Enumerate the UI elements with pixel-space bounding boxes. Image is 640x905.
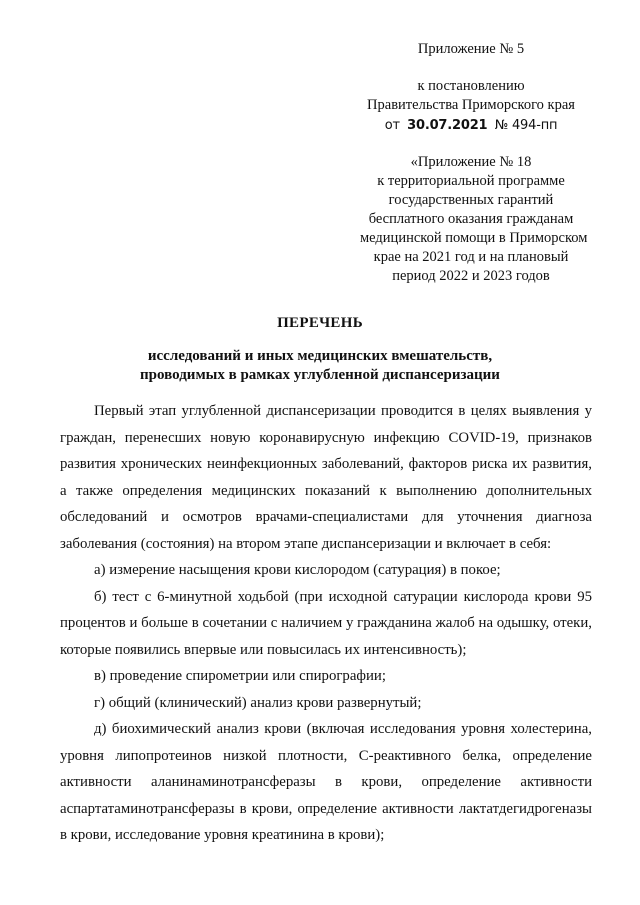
intro-paragraph: Первый этап углубленной диспансеризации проводится в целях выявления у граждан, перенесших новую коронавирусную инфекцию COVID-19, признаков развития хронических неинфекционных заболеваний, факторов риска их развития, а также определения медицинских показаний к выполнению дополнительных обследований и осмотров врачами-специалистами для уточнения диагноза заболевания (состояния) на втором этапе диспансеризации и включает в себя: [60, 403, 592, 552]
spacer [360, 59, 582, 77]
list-item-b: б) тест с 6-минутной ходьбой (при исходной сатурации кислорода крови 95 процентов и больше в сочетании с наличием у гражданина жалоб на одышку, отеки, которые появились впервые или повысилась их интенсивность); [60, 588, 592, 658]
quote-line: крае на 2021 год и на плановый [373, 249, 569, 265]
quote-line: к территориальной программе [377, 173, 565, 189]
quote-line: медицинской помощи в Приморском [360, 230, 588, 246]
document-subtitle [0, 347, 640, 385]
list-item-g: г) общий (клинический) анализ крови развернутый; [94, 694, 422, 711]
quote-line: «Приложение № 18 [410, 154, 532, 170]
spacer [360, 135, 582, 153]
document-title: ПЕРЕЧЕНЬ [277, 315, 363, 331]
appendix-header [360, 40, 588, 286]
appendix-number: Приложение № 5 [417, 41, 525, 57]
subtitle-line: исследований и иных медицинских вмешательств, [147, 348, 493, 364]
quote-line: бесплатного оказания гражданам [368, 211, 574, 227]
list-item-v: в) проведение спирометрии или спирографии; [94, 668, 386, 684]
quote-line: период 2022 и 2023 годов [392, 268, 550, 284]
appendix-authority: Правительства Приморского края [367, 97, 575, 113]
resolution-number: № 494-пп [494, 118, 558, 133]
appendix-ref-line: к постановлению [417, 78, 525, 94]
list-item-a: а) измерение насыщения крови кислородом (сатурация) в покое; [94, 562, 501, 578]
resolution-prefix: от [384, 118, 400, 133]
subtitle-line: проводимых в рамках углубленной диспансеризации [140, 367, 500, 383]
list-item-d: д) биохимический анализ крови (включая исследования уровня холестерина, уровня липопротеинов низкой плотности, С-реактивного белка, определение активности аланинаминотрансферазы в крови, определение активности аспартатаминотрансферазы в крови, определение активности лактатдегидрогеназы в крови, исследование уровня креатинина в крови); [60, 721, 592, 843]
resolution-date: 30.07.2021 [407, 118, 488, 133]
resolution-date-number [360, 115, 582, 135]
document-body [60, 398, 592, 849]
quote-line: государственных гарантий [388, 192, 554, 208]
